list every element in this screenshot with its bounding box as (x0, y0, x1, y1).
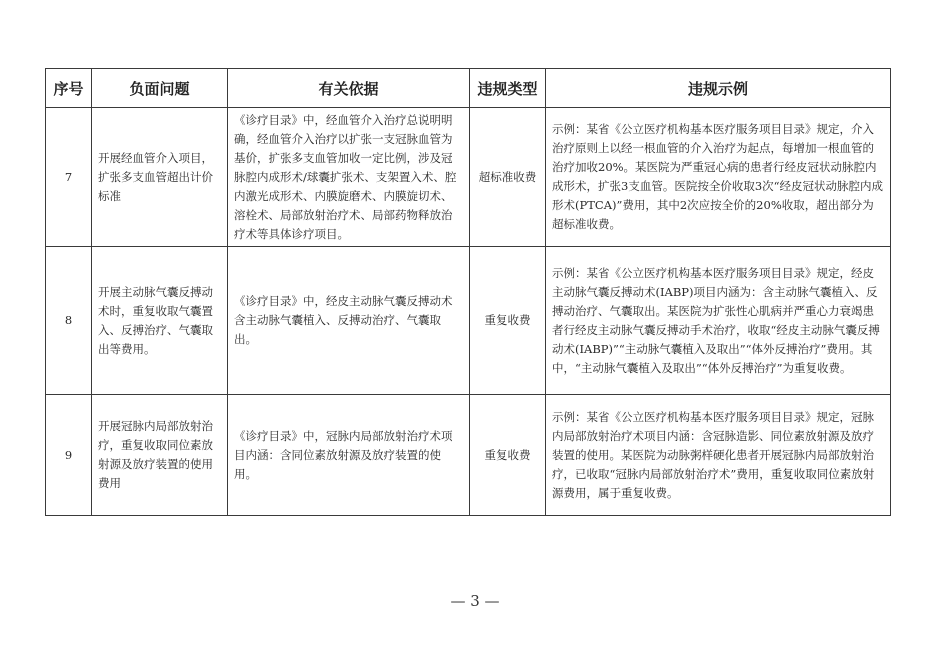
example-cell: 示例：某省《公立医疗机构基本医疗服务项目目录》规定，介入治疗原则上以经一根血管的介入治疗为起点，每增加一根血管的治疗加收20%。某医院为严重冠心病的患者行经皮冠状动脉腔内成形术，扩张3支血管。医院按全价收取3次“经皮冠状动脉腔内成形术(PTCA)”费用，其中2次应按全价的20%收取，超出部分为超标准收费。 (546, 108, 891, 247)
basis-cell: 《诊疗目录》中，冠脉内局部放射治疗术项目内涵：含同位素放射源及放疗装置的使用。 (228, 395, 470, 516)
basis-cell: 《诊疗目录》中，经血管介入治疗总说明明确，经血管介入治疗以扩张一支冠脉血管为基价，扩张多支血管加收一定比例，涉及冠脉腔内成形术/球囊扩张术、支架置入术、腔内激光成形术、内膜旋磨术、内膜旋切术、溶栓术、局部放射治疗术、局部药物释放治疗术等具体诊疗项目。 (228, 108, 470, 247)
violation-type-cell: 重复收费 (470, 247, 546, 395)
table-row (46, 395, 891, 516)
header-type: 违规类型 (470, 69, 546, 108)
row-number: 9 (46, 395, 92, 516)
violations-table (45, 68, 891, 516)
issue-cell: 开展经血管介入项目，扩张多支血管超出计价标准 (92, 108, 228, 247)
example-cell: 示例：某省《公立医疗机构基本医疗服务项目目录》规定，冠脉内局部放射治疗术项目内涵：含冠脉造影、同位素放射源及放疗装置的使用。某医院为动脉粥样硬化患者开展冠脉内局部放射治疗，已收取“冠脉内局部放射治疗术”费用，重复收取同位素放射源费用，属于重复收费。 (546, 395, 891, 516)
issue-cell: 开展主动脉气囊反搏动术时，重复收取气囊置入、反搏治疗、气囊取出等费用。 (92, 247, 228, 395)
page-number: — 3 — (450, 592, 500, 610)
header-no: 序号 (46, 69, 92, 108)
row-number: 8 (46, 247, 92, 395)
violation-type-cell: 重复收费 (470, 395, 546, 516)
header-example: 违规示例 (546, 69, 891, 108)
violation-type-cell: 超标准收费 (470, 108, 546, 247)
table-row (46, 247, 891, 395)
table-row (46, 108, 891, 247)
header-issue: 负面问题 (92, 69, 228, 108)
example-cell: 示例：某省《公立医疗机构基本医疗服务项目目录》规定，经皮主动脉气囊反搏动术(IABP)项目内涵为：含主动脉气囊植入、反搏动治疗、气囊取出。某医院为扩张性心肌病并严重心力衰竭患者行经皮主动脉气囊反搏动手术治疗，收取“经皮主动脉气囊反搏动术(IABP)”“主动脉气囊植入及取出”“体外反搏治疗”费用。其中，“主动脉气囊植入及取出”“体外反搏治疗”为重复收费。 (546, 247, 891, 395)
basis-cell: 《诊疗目录》中，经皮主动脉气囊反搏动术含主动脉气囊植入、反搏动治疗、气囊取出。 (228, 247, 470, 395)
header-row (46, 69, 891, 108)
issue-cell: 开展冠脉内局部放射治疗，重复收取同位素放射源及放疗装置的使用费用 (92, 395, 228, 516)
header-basis: 有关依据 (228, 69, 470, 108)
row-number: 7 (46, 108, 92, 247)
